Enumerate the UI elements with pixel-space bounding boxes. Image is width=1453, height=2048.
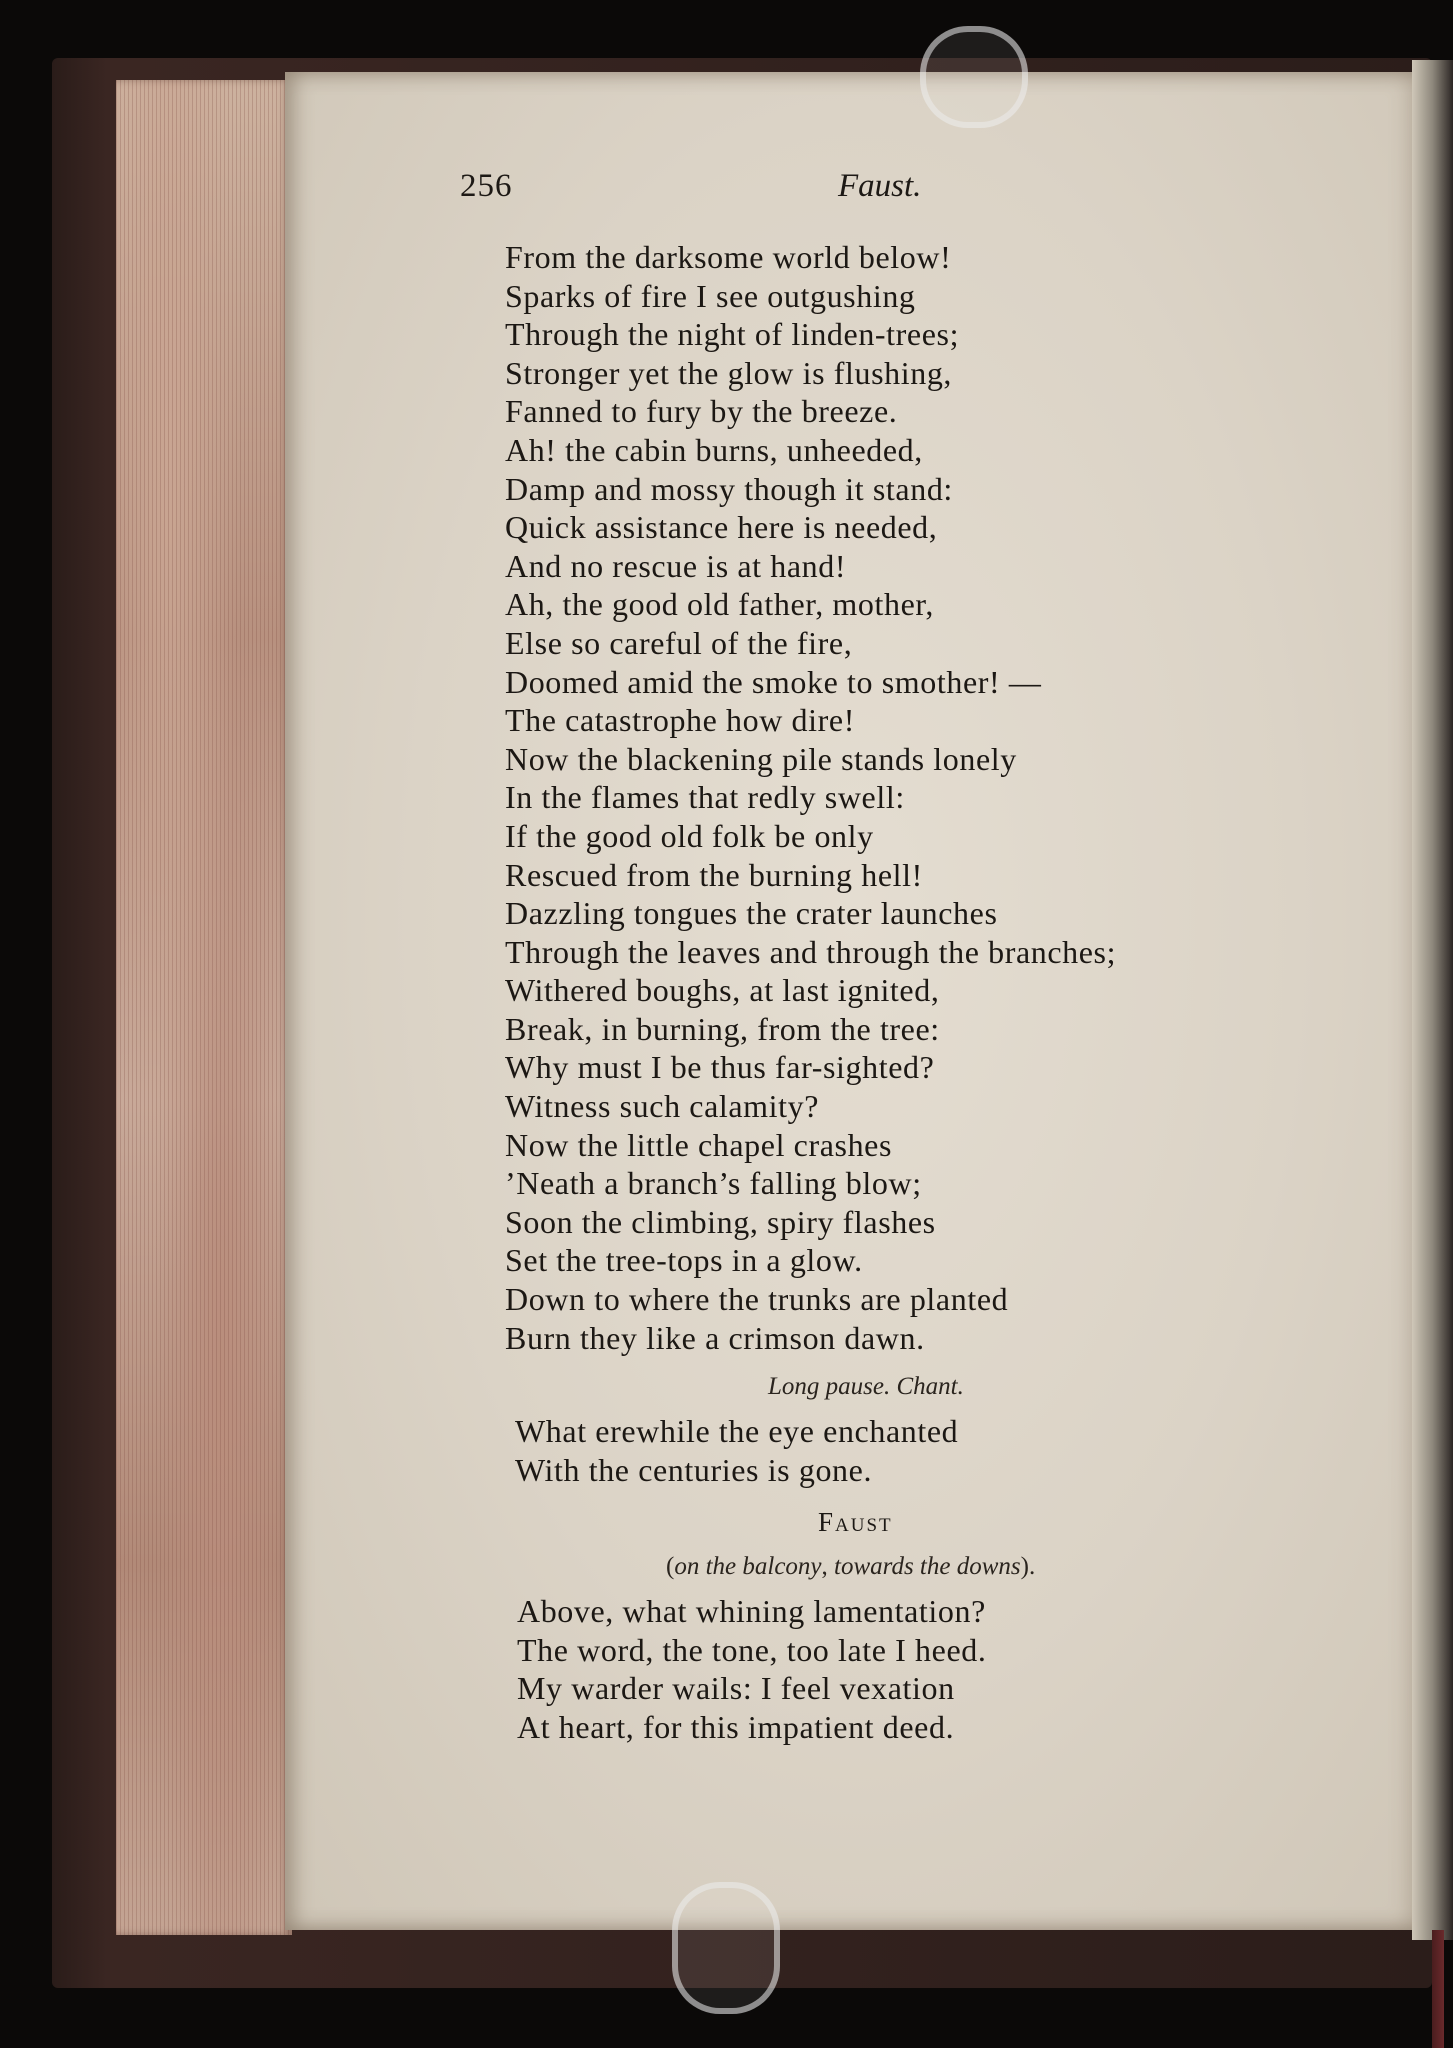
poem-line: Fanned to fury by the breeze. <box>505 393 898 430</box>
poem-line: The word, the tone, too late I heed. <box>517 1631 987 1668</box>
marbled-page-edge <box>116 80 292 1935</box>
poem-line: Stronger yet the glow is flushing, <box>505 354 953 391</box>
poem-line: Down to where the trunks are planted <box>505 1281 1009 1318</box>
poem-line: Soon the climbing, spiry flashes <box>505 1203 936 1240</box>
page-number: 256 <box>460 168 513 204</box>
poem-line: Dazzling tongues the crater launches <box>505 895 998 932</box>
poem-line: My warder wails: I feel vexation <box>517 1670 955 1707</box>
speaker-name: Faust <box>818 1507 893 1537</box>
direction-open: ( <box>666 1553 675 1580</box>
direction-close: ). <box>1020 1553 1036 1580</box>
poem-line: Ah, the good old father, mother, <box>505 586 934 623</box>
poem-line: Else so careful of the fire, <box>505 624 853 661</box>
poem-line: Ah! the cabin burns, unheeded, <box>505 431 923 468</box>
poem-line: Now the blackening pile stands lonely <box>505 740 1017 777</box>
poem-line: What erewhile the eye enchanted <box>515 1413 959 1449</box>
facing-page-gutter <box>1412 60 1453 1940</box>
poem-line: Withered boughs, at last ignited, <box>505 972 940 1009</box>
book-clip-bottom <box>672 1882 780 2014</box>
direction-sep: , <box>821 1553 835 1580</box>
poem-line: Through the leaves and through the branches; <box>505 933 1117 970</box>
stage-direction: Long pause. Chant. <box>768 1373 964 1400</box>
poem-line: Why must I be thus far-sighted? <box>505 1049 935 1086</box>
poem-line: With the centuries is gone. <box>515 1451 873 1488</box>
poem-stanza-one <box>505 238 1116 1357</box>
poem-line: Sparks of fire I see outgushing <box>505 277 916 314</box>
poem-line: If the good old folk be only <box>505 817 874 854</box>
book-clip-top <box>920 26 1028 128</box>
direction-part1: on the balcony <box>674 1553 822 1580</box>
speaker-direction <box>666 1553 1035 1581</box>
poem-line: Above, what whining lamentation? <box>517 1593 986 1629</box>
bookmark-ribbon <box>1432 1930 1444 2048</box>
poem-line: Rescued from the burning hell! <box>505 856 923 893</box>
poem-line: At heart, for this impatient deed. <box>517 1708 955 1745</box>
poem-line: Through the night of linden-trees; <box>505 316 960 353</box>
direction-part2: towards the downs <box>834 1553 1021 1580</box>
poem-line: The catastrophe how dire! <box>505 702 855 739</box>
page-header <box>460 168 922 205</box>
poem-line: Set the tree-tops in a glow. <box>505 1242 863 1279</box>
poem-line: Damp and mossy though it stand: <box>505 470 953 507</box>
poem-line: Witness such calamity? <box>505 1088 820 1125</box>
poem-line: And no rescue is at hand! <box>505 547 847 584</box>
poem-line: Quick assistance here is needed, <box>505 509 938 546</box>
poem-line: Now the little chapel crashes <box>505 1126 893 1163</box>
poem-line: From the darksome world below! <box>505 239 952 275</box>
poem-line: In the flames that redly swell: <box>505 779 905 816</box>
poem-stanza-two <box>515 1412 958 1489</box>
running-title: Faust. <box>838 168 922 204</box>
poem-line: Doomed amid the smoke to smother! — <box>505 663 1042 700</box>
poem-stanza-three <box>517 1592 986 1746</box>
poem-line: ’Neath a branch’s falling blow; <box>505 1165 922 1202</box>
poem-line: Burn they like a crimson dawn. <box>505 1319 925 1356</box>
poem-line: Break, in burning, from the tree: <box>505 1010 940 1047</box>
